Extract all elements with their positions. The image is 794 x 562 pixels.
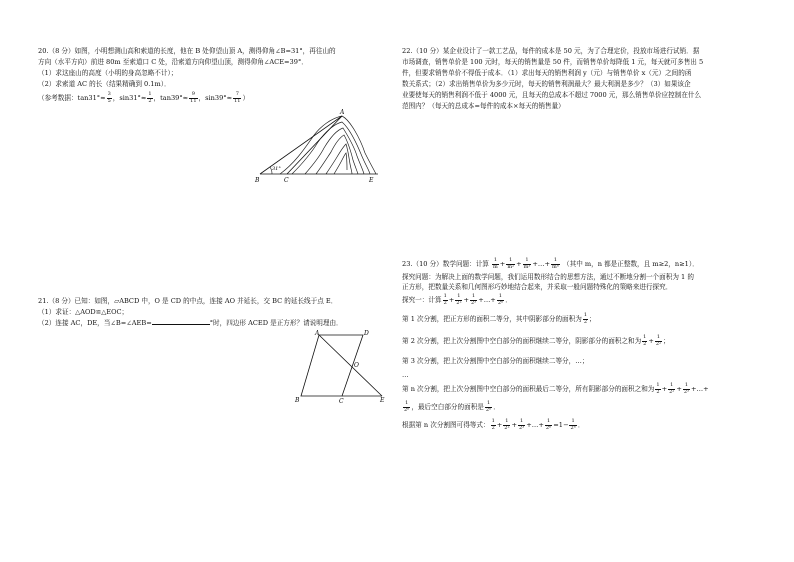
q23-explore-1: 探究问题：为解决上面的数学问题，我们运用数形结合的思想方法，通过不断地分割一个面积为 1 的 <box>402 273 694 281</box>
frac-tan39: $\frac{9}{11}$ <box>190 91 197 104</box>
q21-line-3: （2）连接 AC，DE，当∠B=∠AEB= °时，四边形 ACED 是正方形？请说明理由． <box>38 319 343 327</box>
q21-line-2: （1）求证：△AOD≌△EOC； <box>38 308 129 316</box>
angle-label: 31° <box>272 166 281 172</box>
q20-line-3: （1）求这座山的高度（小明的身高忽略不计）； <box>38 69 178 77</box>
point-b-label: B <box>255 177 260 184</box>
q22-line-6: 范围内？（每天的总成本=每件的成本×每天的销售量） <box>402 102 565 110</box>
q20-reference-data: （参考数据：tan31°≈ $\frac{3}{5}$ ，sin31°≈ $\frac{1}{2}$ ，tan39°≈ $\frac{9}{11}$ ，sin39°≈ $\frac{7}{11}$ ） <box>38 91 250 104</box>
frac-sin39: $\frac{7}{11}$ <box>234 91 241 104</box>
frac-tan31: $\frac{3}{5}$ <box>107 91 111 104</box>
q22-line-2: 市场调查，销售单价是 100 元时，每天的销售量是 50 件，而销售单价每降低 1 元，每天就可多售出 5 <box>402 58 704 66</box>
q23-cut-1: 第 1 次分割，把正方形的面积二等分，其中阴影部分的面积为 $\frac{1}{2}$ ； <box>402 312 596 325</box>
question-23 <box>402 256 782 434</box>
q21-line-1: 21.（8 分）已知：如图，▱ABCD 中，O 是 CD 的中点，连接 AO 并延长，交 BC 的延长线于点 E． <box>38 297 338 305</box>
q20-line-1: 20.（8 分）如图，小明想测山高和索道的长度，他在 B 处仰望山顶 A，测得仰角∠B=31°，再往山的 <box>38 47 336 55</box>
question-20 <box>38 46 393 104</box>
point-d-label: D <box>364 330 369 337</box>
line-ae <box>319 335 382 396</box>
point-a-label: A <box>315 330 320 337</box>
line-ac <box>287 116 342 174</box>
q20-line-4: （2）求索道 AC 的长（结果精确到 0.1m）． <box>38 80 171 88</box>
q22-line-5: 业要使每天的销售利润不低于 4000 元，且每天的总成本不超过 7000 元，那么销售单价应控制在什么 <box>402 91 702 99</box>
q23-cut-3: 第 3 次分割，把上次分割图中空白部分的面积继续二等分，…； <box>402 357 589 365</box>
frac-sin31: $\frac{1}{2}$ <box>148 91 152 104</box>
mountain-contours <box>280 116 376 174</box>
point-o-label: O <box>354 362 359 369</box>
q23-cut-2: 第 2 次分割，把上次分割图中空白部分的面积继续二等分，阴影部分的面积之和为 $\frac{1}{2}$ + $\frac{1}{\text{2²}}$ ； <box>402 334 670 347</box>
q21-answer-blank[interactable] <box>152 318 210 325</box>
point-a-label: A <box>340 109 345 116</box>
question-21 <box>38 296 393 329</box>
q22-line-3: 件，但要求销售单价不得低于成本．（1）求出每天的销售利润 y（元）与销售单价 x（元）之间的函 <box>402 69 692 77</box>
point-c-label: C <box>284 177 289 184</box>
q20-mountain-figure <box>250 108 385 184</box>
point-c-label: C <box>339 398 344 404</box>
q23-explore-3: 探究一：计算 $\frac{1}{2}$ + $\frac{1}{\text{2²}}$ + $\frac{1}{\text{2³}}$ +…+ $\frac{1}{\text{2ⁿ}}$ ． <box>402 293 512 306</box>
point-e-label: E <box>369 177 374 184</box>
q22-line-1: 22.（10 分）某企业设计了一款工艺品，每件的成本是 50 元，为了合理定价，投放市场进行试销．据 <box>402 47 700 55</box>
q22-line-4: 数关系式；（2）求出销售单价为多少元时，每天的销售利润最大？最大利润是多少？（3）如果该企 <box>402 80 691 88</box>
q23-cut-n-cont: $\frac{1}{\text{2ⁿ}}$ ，最后空白部分的面积是 $\frac{1}{\text{2ⁿ}}$ ． <box>404 400 500 413</box>
q23-title: 23.（10 分）数学问题：计算 $\frac{1}{m}$ + $\frac{1}{\text{m²}}$ + $\frac{1}{\text{m³}}$ +…+ $\frac{1}{\text{mⁿ}}$ （其中 m，n 都是正整数，且 m≥2，n≥1）． <box>402 257 699 270</box>
question-22 <box>402 46 772 112</box>
q23-final-equation: 根据第 n 次分割图可得等式： $\frac{1}{2}$ + $\frac{1}{\text{2²}}$ + $\frac{1}{\text{2³}}$ +…+ $\frac{1}{\text{2ⁿ}}$ =1− $\frac{1}{\text{2ⁿ}}$ ． <box>402 418 585 431</box>
q20-line-2: 方向（水平方向）前进 80m 至索道口 C 处，沿索道方向仰望山顶，测得仰角∠ACE=39°． <box>38 58 308 66</box>
q23-ellipsis: … <box>402 371 409 379</box>
q21-parallelogram-figure <box>292 328 392 404</box>
point-e-label: E <box>380 397 385 404</box>
q23-cut-n: 第 n 次分割，把上次分割图中空白部分的面积最后二等分，所有阴影部分的面积之和为 $\frac{1}{2}$ + $\frac{1}{\text{2²}}$ + $\frac{1}{\text{2³}}$ +…+ <box>402 382 709 395</box>
point-b-label: B <box>295 397 300 404</box>
q23-explore-2: 正方形，把数量关系和几何图形巧妙地结合起来，并采取一般问题特殊化的策略来进行探究． <box>402 283 673 291</box>
